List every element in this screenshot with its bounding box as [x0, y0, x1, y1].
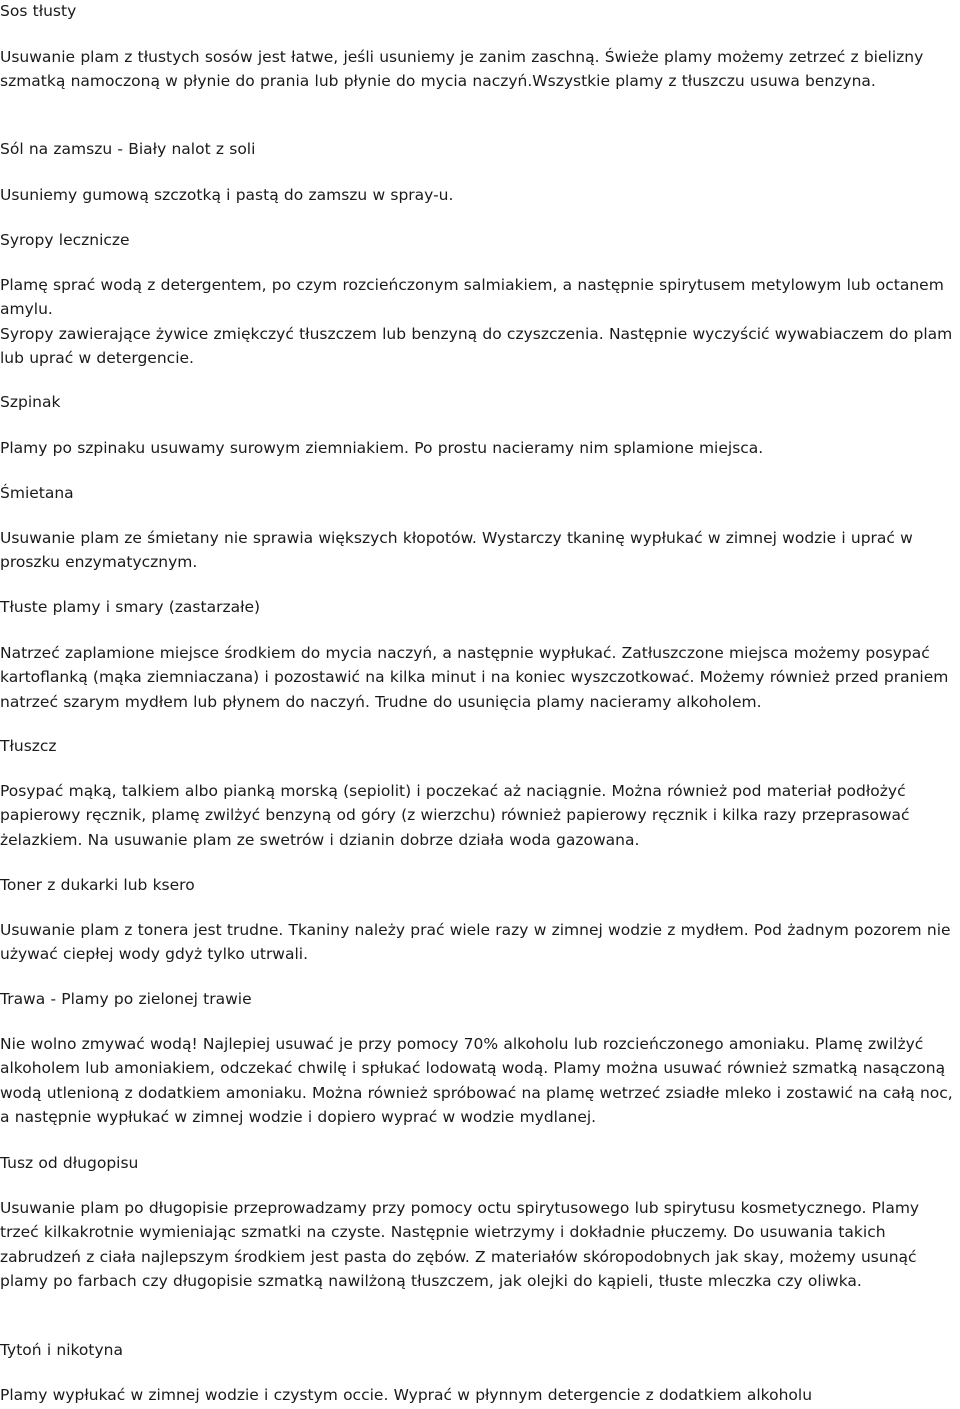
section-paragraph: Plamę sprać wodą z detergentem, po czym rozcieńczonym salmiakiem, a następnie spirytusem metylowym lub octanem amylu.	[0, 276, 944, 319]
section-sol-na-zamszu-body	[0, 183, 958, 207]
section-heading: Tytoń i nikotyna	[0, 1341, 123, 1359]
section-heading: Tłuszcz	[0, 737, 57, 755]
section-tluszcz	[0, 734, 958, 758]
section-heading: Toner z dukarki lub ksero	[0, 876, 195, 894]
section-heading: Sól na zamszu - Biały nalot z soli	[0, 140, 256, 158]
section-paragraph: Posypać mąką, talkiem albo pianką morską (sepiolit) i poczekać aż naciągnie. Można również pod materiał podłożyć papierowy ręcznik, plamę zwilżyć benzyną od góry (z wierzchu) również papierowy ręcznik i kilka razy przeprasować żelazkiem. Na usuwanie plam ze swetrów i dzianin dobrze działa woda gazowana.	[0, 782, 910, 849]
section-heading: Tłuste plamy i smary (zastarzałe)	[0, 598, 261, 616]
section-toner-body	[0, 918, 958, 967]
section-trawa	[0, 987, 958, 1011]
section-trawa-body	[0, 1032, 958, 1130]
section-tluste-plamy	[0, 595, 958, 619]
section-paragraph: Usuniemy gumową szczotką i pastą do zamszu w spray-u.	[0, 186, 454, 204]
section-paragraph: Plamy po szpinaku usuwamy surowym ziemniakiem. Po prostu nacieramy nim splamione miejsca.	[0, 439, 764, 457]
section-paragraph-2: Syropy zawierające żywice zmiękczyć tłuszczem lub benzyną do czyszczenia. Następnie wyczyścić wywabiaczem do plam lub uprać w detergencie.	[0, 324, 953, 368]
section-tusz-body	[0, 1196, 958, 1294]
section-paragraph: Usuwanie plam ze śmietany nie sprawia większych kłopotów. Wystarczy tkaninę wypłukać w zimnej wodzie i uprać w proszku enzymatycznym.	[0, 529, 913, 572]
section-tluszcz-body	[0, 779, 958, 852]
section-heading: Syropy lecznicze	[0, 231, 130, 249]
section-heading: Tusz od długopisu	[0, 1154, 139, 1172]
section-toner	[0, 873, 958, 897]
section-paragraph: Natrzeć zaplamione miejsce środkiem do mycia naczyń, a następnie wypłukać. Zatłuszczone miejsca możemy posypać kartoflanką (mąka ziemniaczana) i pozostawić na kilka minut i na koniec wyszczotkować. Możemy również przed praniem natrzeć szarym mydłem lub płynem do naczyń. Trudne do usunięcia plamy nacieramy alkoholem.	[0, 644, 949, 711]
section-smietana	[0, 481, 958, 505]
section-paragraph: Plamy wypłukać w zimnej wodzie i czystym occie. Wyprać w płynnym detergencie z dodatkiem alkoholu	[0, 1386, 813, 1404]
section-tyton-body	[0, 1383, 958, 1407]
section-sos-tlusty-body	[0, 45, 958, 94]
section-sol-na-zamszu	[0, 137, 958, 161]
section-smietana-body	[0, 526, 958, 575]
section-tyton	[0, 1338, 958, 1362]
section-paragraph: Usuwanie plam z tłustych sosów jest łatwe, jeśli usuniemy je zanim zaschną. Świeże plamy możemy zetrzeć z bielizny szmatką namoczoną w płynie do prania lub płynie do mycia naczyń.Wszystkie plamy z tłuszczu usuwa benzyna.	[0, 48, 924, 91]
section-heading: Śmietana	[0, 484, 74, 502]
section-heading: Szpinak	[0, 393, 61, 411]
section-syropy-lecznicze-body	[0, 273, 958, 371]
section-heading: Trawa - Plamy po zielonej trawie	[0, 990, 252, 1008]
section-szpinak-body	[0, 436, 958, 460]
section-heading: Sos tłusty	[0, 2, 77, 20]
section-paragraph: Nie wolno zmywać wodą! Najlepiej usuwać je przy pomocy 70% alkoholu lub rozcieńczonego amoniaku. Plamę zwilżyć alkoholem lub amoniakiem, odczekać chwilę i spłukać lodowatą wodą. Plamy można usuwać również szmatką nasączoną wodą utlenioną z dodatkiem amoniaku. Można również spróbować na plamę wetrzeć zsiadłe mleko i zostawić na całą noc, a następnie wypłukać w zimnej wodzie i dopiero wyprać w wodzie mydlanej.	[0, 1035, 953, 1127]
section-szpinak	[0, 390, 958, 414]
section-tluste-plamy-body	[0, 641, 958, 714]
section-syropy-lecznicze	[0, 228, 958, 252]
section-sos-tlusty	[0, 0, 958, 23]
section-tusz	[0, 1151, 958, 1175]
section-paragraph: Usuwanie plam z tonera jest trudne. Tkaniny należy prać wiele razy w zimnej wodzie z mydłem. Pod żadnym pozorem nie używać ciepłej wody gdyż tylko utrwali.	[0, 921, 951, 964]
section-paragraph: Usuwanie plam po długopisie przeprowadzamy przy pomocy octu spirytusowego lub spirytusu kosmetycznego. Plamy trzeć kilkakrotnie wymieniając szmatki na czyste. Następnie wietrzymy i dokładnie płuczemy. Do usuwania takich zabrudzeń z ciała najlepszym środkiem jest pasta do zębów. Z materiałów skóropodobnych jak skay, możemy usunąć plamy po farbach czy długopisie szmatką nawilżoną tłuszczem, jak olejki do kąpieli, tłuste mleczka czy oliwka.	[0, 1199, 920, 1291]
